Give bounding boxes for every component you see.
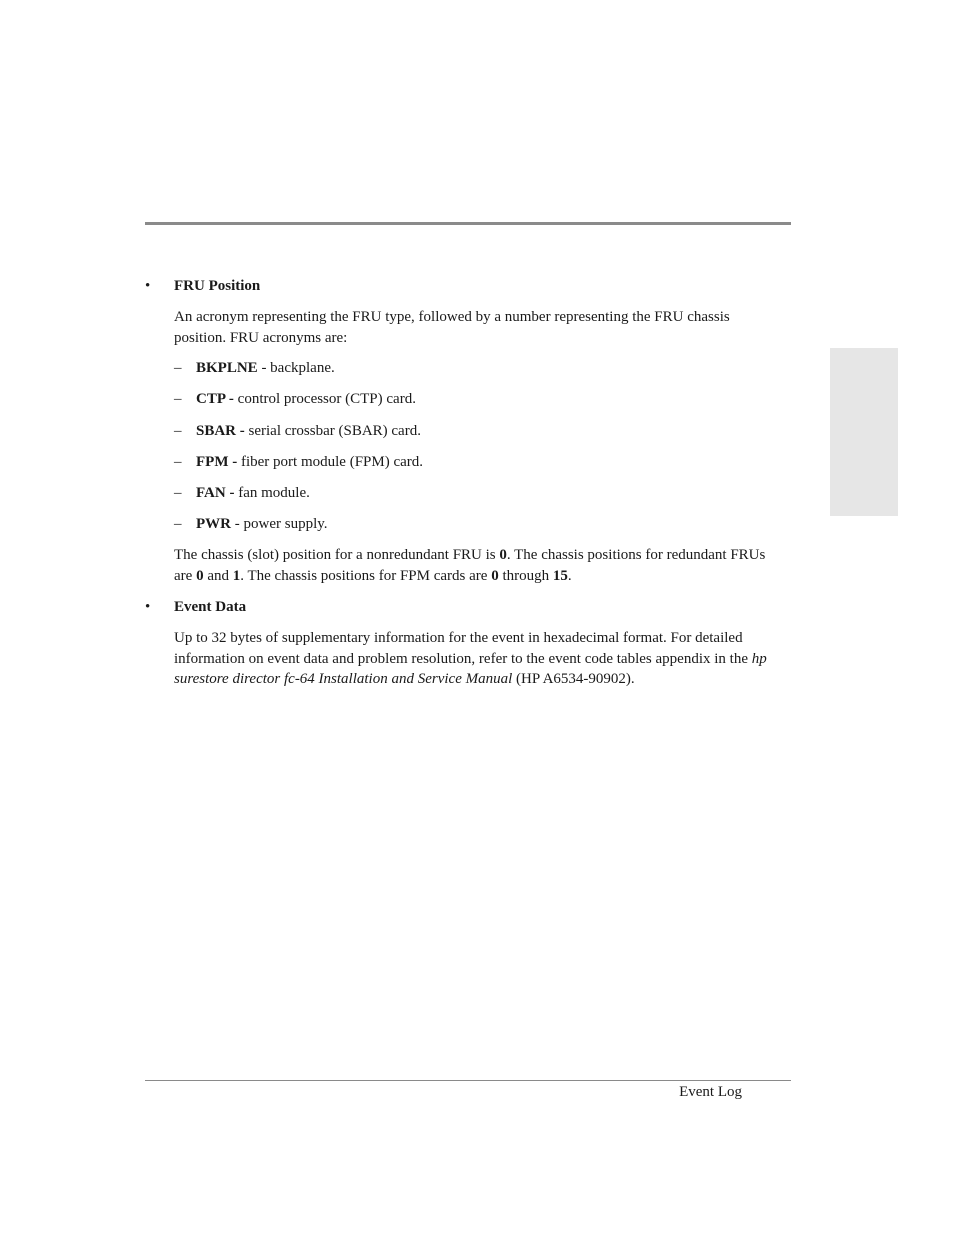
acronym-item-ctp — [174, 389, 416, 409]
acronym-desc: - power supply. — [231, 516, 328, 532]
value-nonredundant: 0 — [499, 547, 507, 563]
footer-rule — [145, 1080, 791, 1081]
dash-icon: – — [174, 485, 182, 501]
fru-intro-paragraph: An acronym representing the FRU type, followed by a number representing the FRU chassis position. FRU acronyms are: — [174, 309, 730, 346]
header-rule — [145, 222, 791, 225]
footer-running-title: Event Log — [679, 1084, 742, 1100]
text-run: . The chassis positions for FPM cards are — [240, 567, 492, 584]
acronym-desc: control processor (CTP) card. — [233, 391, 416, 407]
text-run: Up to 32 bytes of supplementary information for the event in hexadecimal format. For detailed information on event data and problem resolution, refer to the event code tables appendix in the — [174, 630, 752, 667]
text-run: The chassis (slot) position for a nonredundant FRU is — [174, 547, 500, 563]
value-fpm-end: 15 — [552, 567, 568, 584]
acronym-term: BKPLNE — [196, 360, 258, 376]
dash-icon: – — [174, 423, 182, 439]
acronym-term: FPM - — [196, 454, 238, 470]
acronym-desc: - backplane. — [257, 360, 335, 376]
text-run: . The chassis positions for redundant FRUs are — [174, 547, 766, 584]
acronym-desc: fan module. — [234, 485, 310, 501]
acronym-term: FAN - — [196, 485, 235, 501]
acronym-desc: serial crossbar (SBAR) card. — [244, 423, 421, 439]
value-redundant-b: 1 — [232, 567, 241, 584]
dash-icon: – — [174, 516, 182, 532]
acronym-term: SBAR - — [196, 423, 245, 439]
chassis-position-paragraph — [174, 545, 774, 586]
dash-icon: – — [174, 360, 182, 376]
dash-icon: – — [174, 391, 182, 407]
acronym-term: CTP - — [196, 391, 234, 407]
acronym-item-bkplne — [174, 358, 335, 378]
text-run: and — [203, 567, 233, 584]
acronym-desc: fiber port module (FPM) card. — [237, 454, 424, 470]
bullet-title-fru-position: FRU Position — [174, 278, 261, 294]
text-run: through — [498, 567, 553, 584]
chapter-thumb-tab — [830, 348, 898, 516]
bullet-title-event-data: Event Data — [174, 599, 247, 615]
acronym-item-fan — [174, 483, 310, 503]
value-redundant-a: 0 — [196, 567, 204, 584]
acronym-item-fpm — [174, 452, 423, 472]
bullet-icon: • — [145, 599, 151, 615]
acronym-item-sbar — [174, 421, 421, 441]
acronym-term: PWR — [196, 516, 231, 532]
acronym-item-pwr — [174, 514, 328, 534]
dash-icon: – — [174, 454, 182, 470]
text-run: . — [567, 567, 572, 584]
bullet-icon: • — [145, 278, 151, 294]
event-data-paragraph — [174, 628, 774, 690]
text-run: (HP A6534-90902). — [512, 671, 635, 687]
manual-title: hp surestore director fc-64 Installation and Service Manual — [174, 650, 767, 687]
value-fpm-start: 0 — [491, 567, 499, 584]
